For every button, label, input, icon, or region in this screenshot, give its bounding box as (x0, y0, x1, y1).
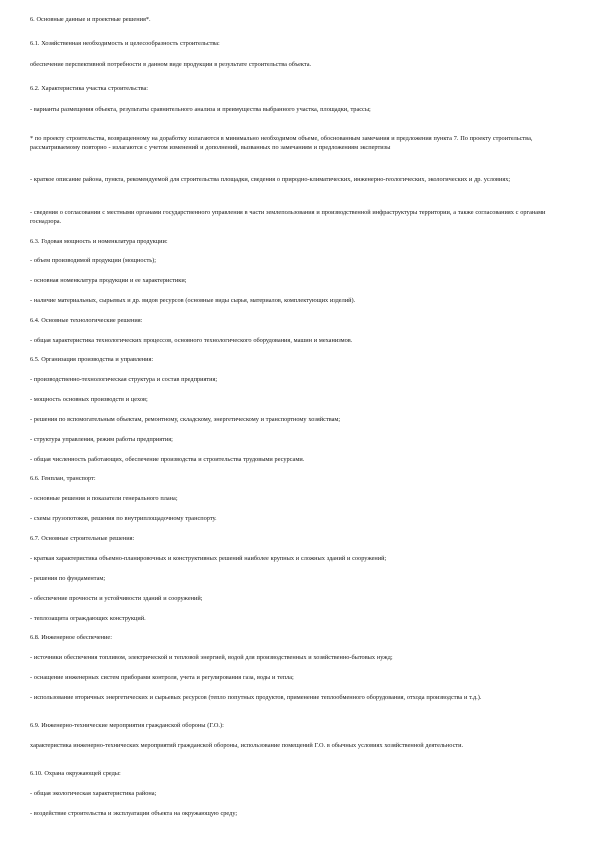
list-item: - воздействие строительства и эксплуатации объекта на окружающую среду; (30, 810, 238, 817)
footnote: * по проекту строительства, возвращенному на доработку излагаются в минимально необходимом объеме, обоснованным замечания и предложения пункта 7. По проекту строительства, рассматриваемому повторно - излагаются с учетом изменений и дополнений, вызванных по замечаниям и предложениям экспертизы (30, 135, 533, 151)
section-6-2-heading: 6.2. Характеристика участка строительства: (30, 85, 149, 92)
section-6-3-heading: 6.3. Годовая мощность и номенклатура продукции: (30, 238, 168, 245)
list-item: - краткая характеристика объемно-планировочных и конструктивных решений наиболее крупных и сложных зданий и сооружений; (30, 555, 387, 562)
paragraph: обеспечение перспективной потребности в данном виде продукции в результате строительства объекта. (30, 61, 312, 68)
section-6-1-heading: 6.1. Хозяйственная необходимость и целесообразность строительства: (30, 40, 220, 47)
list-item: - сведения о согласовании с местными органами государственного управления в части землепользования и производственной инфраструктуры территории, а также согласованиях с органами госнадзора. (30, 209, 546, 225)
list-item: - общая характеристика технологических процессов, основного технологического оборудования, машин и механизмов. (30, 337, 353, 344)
list-item: - теплозащита ограждающих конструкций. (30, 615, 146, 622)
list-item: - производственно-технологическая структура и состав предприятия; (30, 376, 218, 383)
list-item: - объем производимой продукции (мощность); (30, 257, 156, 264)
section-6-5-heading: 6.5. Организация производства и управления: (30, 356, 154, 363)
list-item: - основная номенклатура продукции и ее характеристики; (30, 277, 187, 284)
list-item: - краткое описание района, пункта, рекомендуемой для строительства площадки, сведения о природно-климатических, инженерно-геологических, экологических и др. условиях; (30, 176, 511, 183)
section-6-4-heading: 6.4. Основные технологические решения: (30, 317, 143, 324)
list-item: - варианты размещения объекта, результаты сравнительного анализа и преимущества выбранного участка, площадки, трассы; (30, 106, 371, 113)
list-item: - структура управления, режим работы предприятия; (30, 436, 173, 443)
paragraph: характеристика инженерно-технических мероприятий гражданской обороны, использование помещений Г.О. в обычных условиях хозяйственной деятельности. (30, 742, 464, 749)
list-item: - оснащение инженерных систем приборами контроля, учета и регулирования газа, воды и тепла; (30, 674, 294, 681)
list-item: - общая экологическая характеристика района; (30, 790, 157, 797)
section-6-7-heading: 6.7. Основные строительные решения: (30, 535, 135, 542)
section-6-6-heading: 6.6. Генплан, транспорт: (30, 475, 96, 482)
list-item: - схемы грузопотоков, решения по внутриплощадочному транспорту. (30, 515, 217, 522)
section-6-10-heading: 6.10. Охрана окружающей среды: (30, 770, 121, 777)
section-6-9-heading: 6.9. Инженерно-технические мероприятия гражданской обороны (Г.О.): (30, 722, 224, 729)
section-6-heading: 6. Основные данные и проектные решения*. (30, 16, 151, 23)
list-item: - решения по фундаментам; (30, 575, 106, 582)
list-item: - общая численность работающих, обеспечение производства и строительства трудовыми ресурсами. (30, 456, 305, 463)
list-item: - источники обеспечения топливом, электрической и тепловой энергией, водой для производственных и хозяйственно-бытовых нужд; (30, 654, 393, 661)
list-item: - мощность основных производств и цехов; (30, 396, 148, 403)
list-item: - решения по вспомогательным объектам, ремонтному, складскому, энергетическому и транспортному хозяйствам; (30, 416, 341, 423)
section-6-8-heading: 6.8. Инженерное обеспечение: (30, 634, 112, 641)
list-item: - использование вторичных энергетических и сырьевых ресурсов (тепло попутных продуктов, применение теплообменного оборудования, отхода производства и т.д.). (30, 694, 482, 701)
list-item: - наличие материальных, сырьевых и др. видов ресурсов (основные виды сырья, материалов, комплектующих изделий). (30, 297, 356, 304)
list-item: - основные решения и показатели генерального плана; (30, 495, 178, 502)
list-item: - обеспечение прочности и устойчивости зданий и сооружений; (30, 595, 203, 602)
